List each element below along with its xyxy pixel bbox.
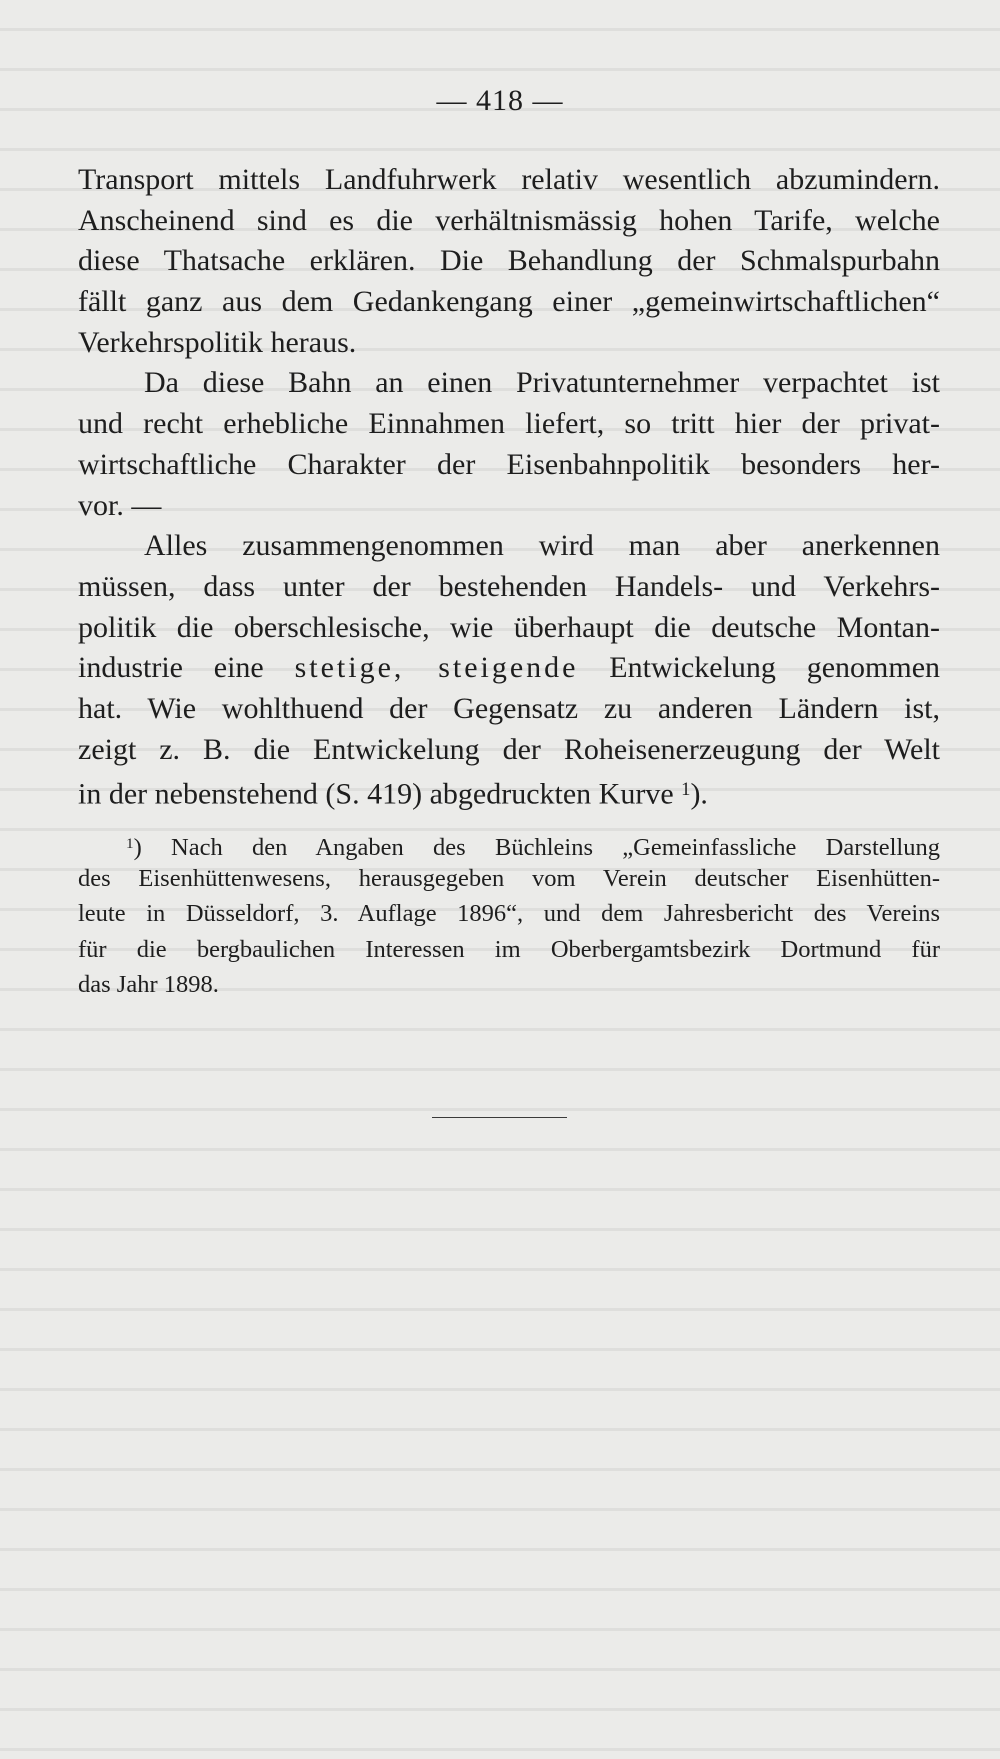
text-segment: Entwickelung genommen bbox=[609, 651, 941, 685]
text-line: müssen, dass unter der bestehenden Handels- und Verkehrs- bbox=[78, 569, 940, 603]
text-line: wirtschaftliche Charakter der Eisenbahnpolitik besonders her- bbox=[78, 447, 940, 481]
text-line: Anscheinend sind es die verhältnismässig hohen Tarife, welche bbox=[78, 203, 940, 237]
text-segment: ) Nach den Angaben des Büchleins „Gemeinfassliche Darstellung bbox=[133, 833, 940, 861]
footnote-line: das Jahr 1898. bbox=[78, 970, 219, 998]
text-line: zeigt z. B. die Entwickelung der Roheisenerzeugung der Welt bbox=[78, 732, 940, 766]
text-line: vor. — bbox=[78, 488, 162, 522]
text-line: und recht erhebliche Einnahmen liefert, so tritt hier der privat- bbox=[78, 407, 940, 441]
footnote-line: für die bergbaulichen Interessen im Oberbergamtsbezirk Dortmund für bbox=[78, 935, 940, 963]
text-line: politik die oberschlesische, wie überhaupt die deutsche Montan- bbox=[78, 610, 940, 644]
paragraph-start-line: Da diese Bahn an einen Privatunternehmer verpachtet ist bbox=[144, 366, 940, 400]
footnote-reference: 1 bbox=[681, 779, 691, 801]
text-line-with-emphasis bbox=[78, 648, 940, 689]
emphasized-text: stetige, steigende bbox=[294, 651, 579, 685]
text-line: Transport mittels Landfuhrwerk relativ wesentlich abzumindern. bbox=[78, 163, 940, 196]
paragraph-start-line: Alles zusammengenommen wird man aber anerkennen bbox=[144, 529, 940, 563]
section-rule bbox=[432, 1117, 567, 1118]
text-line: Verkehrspolitik heraus. bbox=[78, 325, 357, 359]
text-segment: in der nebenstehend (S. 419) abgedruckten Kurve bbox=[78, 777, 674, 811]
text-segment: industrie eine bbox=[78, 651, 264, 685]
main-text-block bbox=[78, 160, 940, 811]
text-line bbox=[78, 770, 940, 811]
footnote-block bbox=[78, 826, 940, 1002]
text-line: hat. Wie wohlthuend der Gegensatz zu anderen Ländern ist, bbox=[78, 691, 940, 725]
footnote-line: des Eisenhüttenwesens, herausgegeben vom Verein deutscher Eisenhütten- bbox=[78, 865, 940, 893]
page-number: — 418 — bbox=[436, 84, 564, 117]
text-line: diese Thatsache erklären. Die Behandlung der Schmalspurbahn bbox=[78, 244, 940, 278]
footnote-line bbox=[78, 826, 940, 861]
text-segment: ). bbox=[690, 777, 708, 811]
footnote-marker: 1 bbox=[126, 835, 134, 852]
footnote-line: leute in Düsseldorf, 3. Auflage 1896“, und dem Jahresbericht des Vereins bbox=[78, 900, 940, 928]
text-line: fällt ganz aus dem Gedankengang einer „gemeinwirtschaftlichen“ bbox=[78, 285, 940, 319]
